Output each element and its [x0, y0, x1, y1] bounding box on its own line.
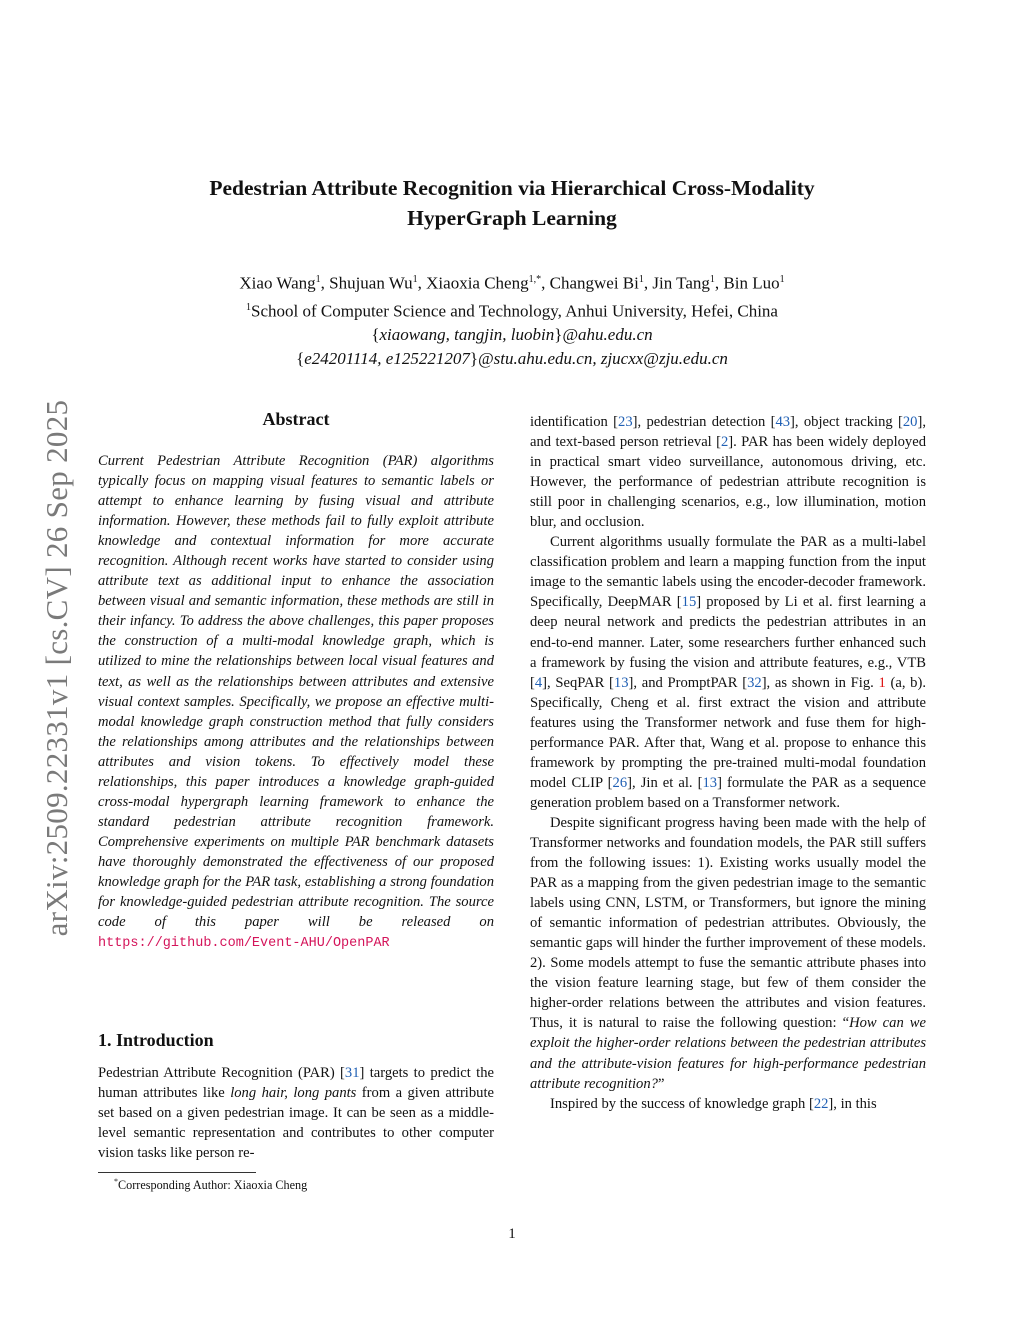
email-line-2: {e24201114, e125221207}@stu.ahu.edu.cn, zjucxx@zju.edu.cn: [296, 349, 728, 369]
author-name: Bin Luo: [723, 273, 780, 293]
citation-link[interactable]: 43: [775, 414, 791, 430]
author-name: Jin Tang: [652, 273, 710, 293]
affiliation: $^1$School of Computer Science and Technology, Anhui University, Hefei, China: [246, 301, 778, 321]
arxiv-id-text: arXiv:2509.22331v1 [cs.CV] 26 Sep 2025: [39, 399, 74, 937]
author-block: [0, 268, 1024, 371]
figure-link[interactable]: 1: [878, 674, 886, 691]
citation-link[interactable]: 20: [902, 414, 918, 430]
abstract-text: Current Pedestrian Attribute Recognition (PAR) algorithms typically focus on mapping visual features to semantic labels or attempt to enhance learning by fusing visual and attribute information. However, these methods fail to fully exploit attribute knowledge and contextual information for more accurate recognition. Although recent works have started to consider using attribute text as additional input to enhance the association between visual and semantic information, these methods are still in their infancy. To address the above challenges, this paper proposes the construction of a multi-modal knowledge graph, which is utilized to mine the relationships between local visual features and text, as well as the relationships between attributes and extensive visual context samples. Specifically, we propose an effective multi-modal knowledge graph construction method that fully considers the relationships among attributes and the relationships between attributes and vision tokens. To effectively model these relationships, this paper introduces a knowledge graph-guided cross-modal hypergraph learning framework to enhance the standard pedestrian attribute recognition framework. Comprehensive experiments on multiple PAR benchmark datasets have thoroughly demonstrated the effectiveness of our proposed knowledge graph for the PAR task, establishing a strong foundation for knowledge-guided pedestrian attribute recognition. The source code of this paper will be released on: [98, 453, 494, 931]
right-column: [530, 412, 926, 1114]
citation-link[interactable]: 31: [344, 1065, 360, 1081]
author-name: Shujuan Wu: [329, 273, 413, 293]
paper-title: [0, 173, 1024, 233]
citation-link[interactable]: 4: [534, 674, 543, 691]
citation-link[interactable]: 15: [681, 594, 697, 611]
citation-link[interactable]: 13: [613, 674, 629, 691]
citation-link[interactable]: 22: [813, 1095, 829, 1112]
title-line-1: Pedestrian Attribute Recognition via Hierarchical Cross-Modality: [209, 176, 815, 200]
paragraph: Despite significant progress having been made with the help of Transformer networks and foundation models, the PAR still suffers from the following issues: 1). Existing works usually model the PAR as a mapping from the given pedestrian image to the semantic labels using CNN, LSTM, or Transformers, but ignore the mining of semantic information of pedestrian attributes. Obviously, the semantic gaps will hinder the further improvement of these models. 2). Some models attempt to fuse the semantic attribute phases into the vision feature learning stage, but few of them consider the higher-order relations between the attributes and vision features. Thus, it is natural to raise the following question: “How can we exploit the higher-order relations between the pedestrian attributes and the attribute-vision features for high-performance pedestrian attribute recognition?”: [530, 814, 927, 1092]
author-list: Xiao Wang$^1$, Shujuan Wu$^1$, Xiaoxia Cheng$^{1,*}$, Changwei Bi$^1$, Jin Tang$^1$, Bin Luo$^1$: [239, 273, 785, 293]
citation-link[interactable]: 2: [720, 434, 729, 451]
footnote-divider: [98, 1172, 256, 1173]
title-line-2: HyperGraph Learning: [407, 206, 617, 230]
paragraph: identification [23], pedestrian detection [43], object tracking [20], and text-based person retrieval [2]. PAR has been widely deployed in practical smart video surveillance, autonomous driving, etc. However, the performance of pedestrian attribute recognition is still poor in challenging scenarios, e.g., low illumination, motion blur, and occlusion.: [530, 414, 926, 531]
citation-link[interactable]: 13: [702, 774, 718, 791]
author-name: Xiao Wang: [239, 273, 316, 293]
author-name: Changwei Bi: [549, 273, 639, 293]
paragraph: Inspired by the success of knowledge graph [22], in this: [550, 1095, 877, 1112]
footnote: *Corresponding Author: Xiaoxia Cheng: [114, 1177, 308, 1193]
page-number: 1: [508, 1226, 516, 1242]
email-line-1: {xiaowang, tangjin, luobin}@ahu.edu.cn: [371, 325, 653, 345]
citation-link[interactable]: 26: [612, 774, 628, 791]
source-code-link[interactable]: https://github.com/Event-AHU/OpenPAR: [98, 936, 390, 952]
abstract-heading: Abstract: [262, 409, 330, 429]
introduction-paragraph: Pedestrian Attribute Recognition (PAR) [31] targets to predict the human attributes like long hair, long pants from a given attribute set based on a given pedestrian image. It can be seen as a middle-level semantic representation and contributes to other computer vision tasks like person re-: [98, 1065, 494, 1162]
citation-link[interactable]: 23: [618, 414, 633, 430]
author-name: Xiaoxia Cheng: [426, 273, 529, 293]
abstract-body: [98, 451, 494, 954]
introduction-heading: 1. Introduction: [98, 1030, 214, 1050]
citation-link[interactable]: 32: [747, 674, 762, 691]
paragraph: Current algorithms usually formulate the PAR as a multi-label classification problem and learn a mapping function from the input image to the semantic labels using the encoder-decoder framework. Specifically, DeepMAR [15] proposed by Li et al. first learning a deep neural network and predicts the pedestrian attributes in an end-to-end manner. Later, some researchers further enhanced such a framework by fusing the vision and attribute features, e.g., VTB [4], SeqPAR [13], and PromptPAR [32], as shown in Fig. 1 (a, b). Specifically, Cheng et al. first extract the vision and attribute features using the Transformer network and fuse them for high-performance PAR. After that, Wang et al. propose to enhance this framework by prompting the pre-trained multi-modal foundation model CLIP [26], Jin et al. [13] formulate the PAR as a sequence generation problem based on a Transformer network.: [530, 534, 926, 811]
